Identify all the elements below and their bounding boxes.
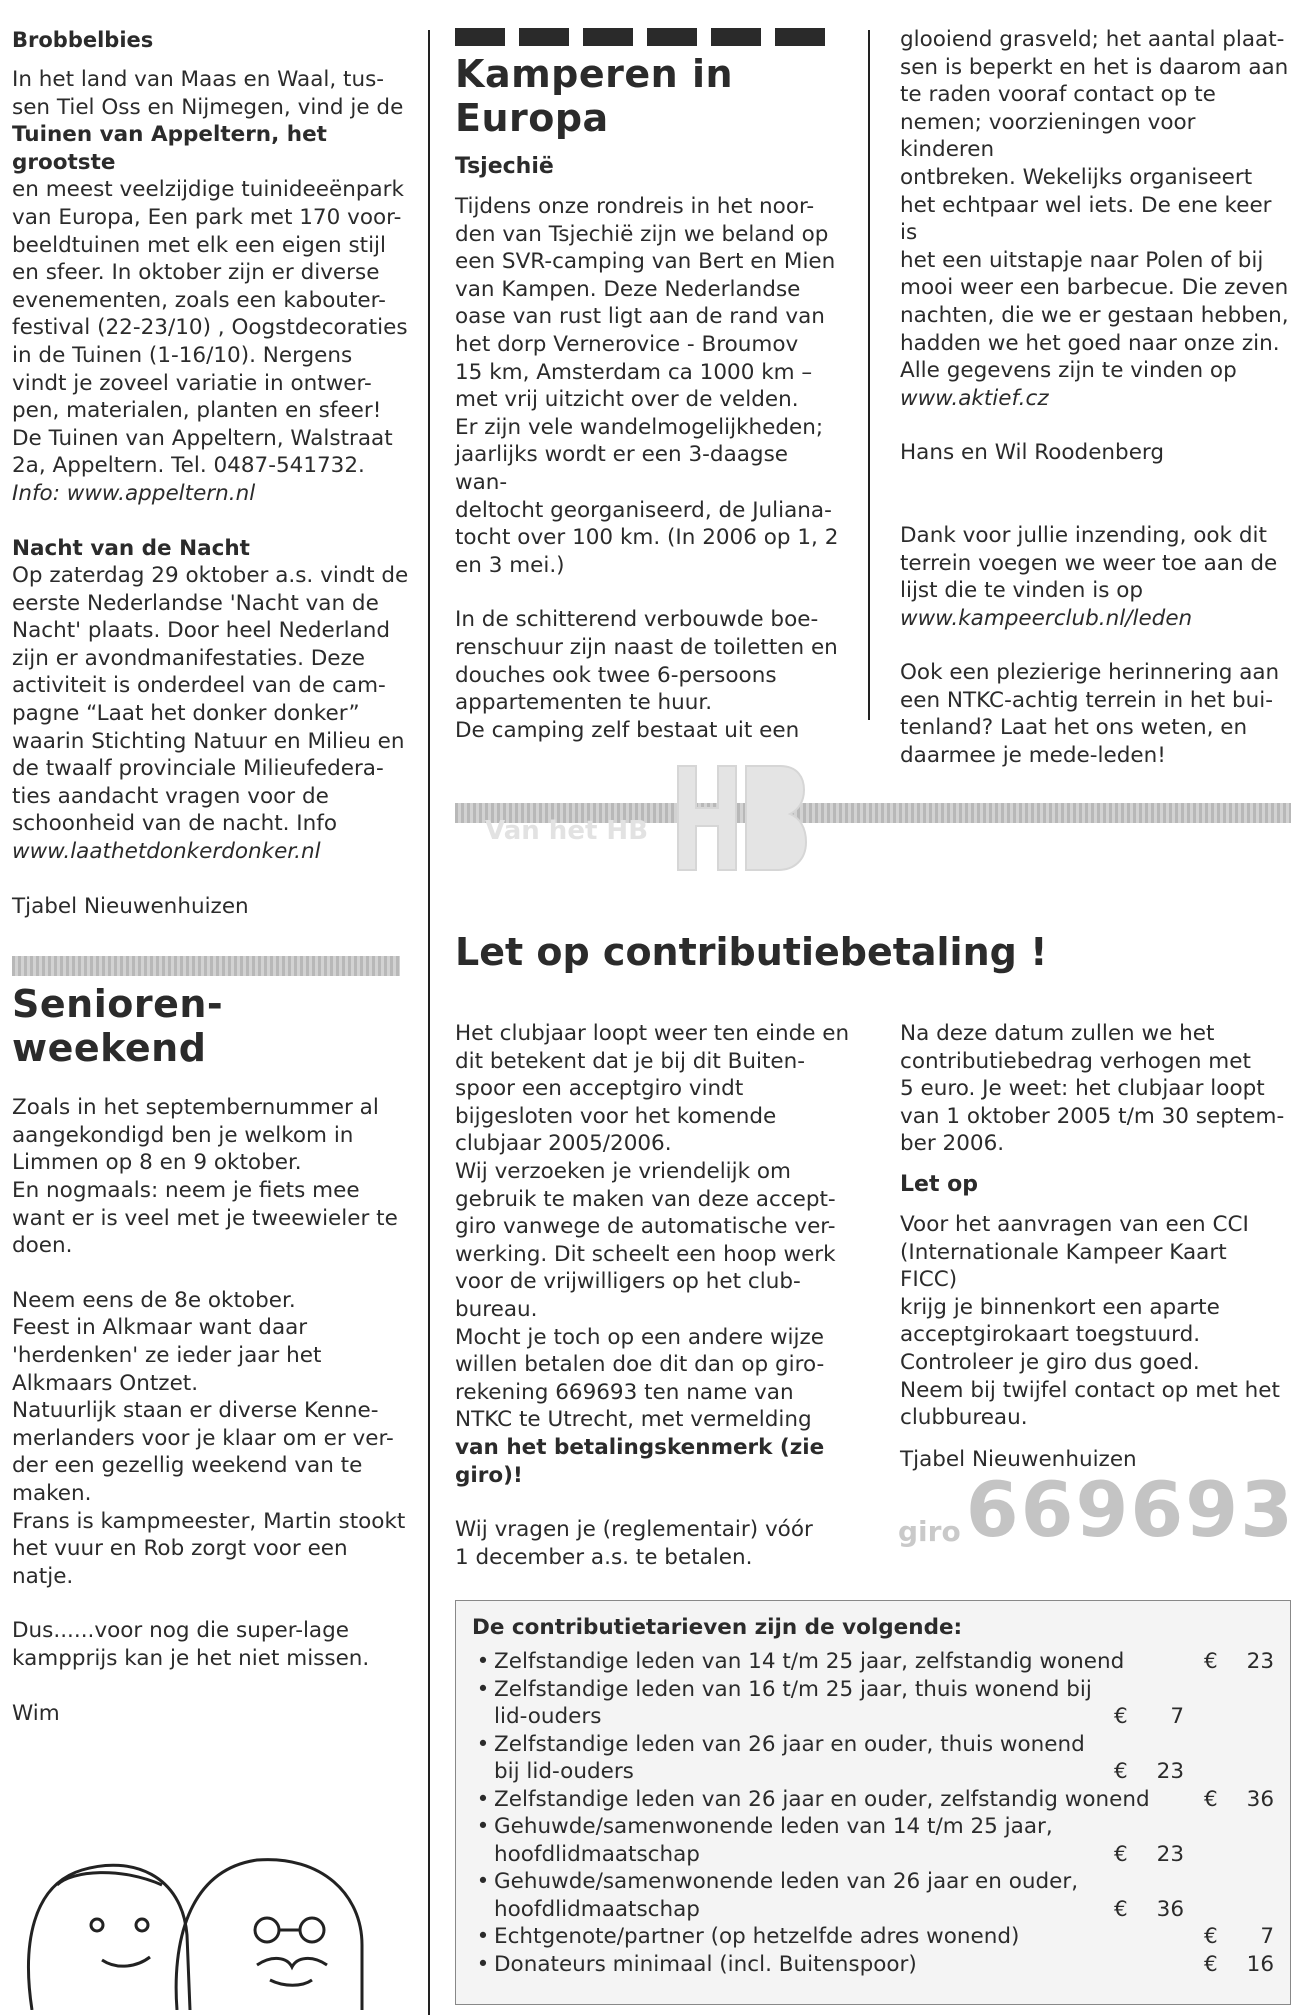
text-line: Dus......voor nog die super-lage xyxy=(12,1618,349,1644)
rate-row xyxy=(472,1951,1274,1979)
text-line: evenementen, zoals een kabouter- xyxy=(12,287,386,313)
rate-row xyxy=(472,1923,1274,1951)
rate-amount: 36 xyxy=(1246,1786,1274,1812)
text-line: mooi weer een barbecue. Die zeven xyxy=(900,275,1289,301)
text-line-bold: van het betalingskenmerk (zie giro)! xyxy=(455,1434,825,1488)
text-line: NTKC te Utrecht, met vermelding xyxy=(455,1407,812,1433)
rate-amount: 7 xyxy=(1260,1924,1274,1949)
text-line: gebruik te maken van deze accept- xyxy=(455,1186,836,1212)
text-line: activiteit is onderdeel van de cam- xyxy=(12,673,386,699)
text-line: hadden we het goed naar onze zin. xyxy=(900,330,1280,356)
right-column xyxy=(900,26,1290,770)
kamperen-p2 xyxy=(455,606,845,744)
laathetdonker-link[interactable]: www.laathetdonkerdonker.nl xyxy=(12,839,321,865)
bullet-icon: • xyxy=(476,1814,490,1839)
kamperen-p1 xyxy=(455,193,845,579)
rate-label: Zelfstandige leden van 14 t/m 25 jaar, zelfstandig wonend xyxy=(494,1649,1125,1674)
rate-amount: 23 xyxy=(1156,1841,1184,1867)
text-line: sen Tiel Oss en Nijmegen, vind je de xyxy=(12,94,404,120)
currency-symbol: € xyxy=(1114,1896,1128,1922)
currency-symbol: € xyxy=(1204,1649,1218,1674)
cartoon-faces-illustration xyxy=(12,1775,422,2010)
text-line: Neem bij twijfel contact op met het xyxy=(900,1377,1280,1403)
bullet-icon: • xyxy=(476,1731,490,1757)
text-line: merlanders voor je klaar om er ver- xyxy=(12,1425,394,1451)
rate-amount: 7 xyxy=(1170,1704,1184,1729)
text-line: eerste Nederlandse 'Nacht van de xyxy=(12,590,379,616)
text-line: Mocht je toch op een andere wijze xyxy=(455,1324,825,1350)
text-line: glooiend grasveld; het aantal plaat- xyxy=(900,27,1285,52)
text-line: zijn er avondmanifestaties. Deze xyxy=(12,645,366,671)
text-line: de twaalf provinciale Milieufedera- xyxy=(12,756,384,782)
giro-number-graphic xyxy=(898,1465,1296,1554)
text-line: pagne “Laat het donker donker” xyxy=(12,701,360,727)
text-line: Na deze datum zullen we het xyxy=(900,1021,1215,1046)
text-line: Feest in Alkmaar want daar xyxy=(12,1315,308,1341)
text-line: en meest veelzijdige tuinideeënpark xyxy=(12,177,404,203)
bullet-icon: • xyxy=(476,1951,490,1977)
column-divider-left xyxy=(428,30,430,2015)
rate-row xyxy=(472,1813,1274,1868)
senioren-author: Wim xyxy=(12,1700,60,1726)
kamperen-title: Kamperen in Europa xyxy=(455,52,734,140)
rate-amount: 23 xyxy=(1246,1649,1274,1674)
rate-row xyxy=(472,1676,1274,1731)
dash-mark xyxy=(647,28,697,46)
text-line: in de Tuinen (1-16/10). Nergens xyxy=(12,342,353,368)
bullet-icon: • xyxy=(476,1649,490,1674)
text-line: 15 km, Amsterdam ca 1000 km – xyxy=(455,359,813,385)
text-line: Neem eens de 8e oktober. xyxy=(12,1287,296,1313)
text-line: Alkmaars Ontzet. xyxy=(12,1370,199,1396)
dash-mark xyxy=(711,28,761,46)
text-line: spoor een acceptgiro vindt xyxy=(455,1076,744,1102)
text-line: bijgesloten voor het komende xyxy=(455,1103,777,1129)
text-line: natje. xyxy=(12,1563,74,1589)
text-line: van Europa, Een park met 170 voor- xyxy=(12,204,402,230)
brobbelbies-body xyxy=(12,66,412,508)
text-line: lijst die te vinden is op xyxy=(900,578,1144,604)
text-line: Wij verzoeken je vriendelijk om xyxy=(455,1158,792,1184)
text-line: 'herdenken' ze ieder jaar het xyxy=(12,1342,322,1368)
contributie-right-text xyxy=(900,1020,1290,1473)
section-bar xyxy=(12,956,400,976)
rate-label: Gehuwde/samenwonende leden van 14 t/m 25 jaar, hoofdlidmaatschap xyxy=(494,1814,1053,1867)
text-line: van 1 oktober 2005 t/m 30 septem- xyxy=(900,1103,1285,1129)
text-line: In het land van Maas en Waal, tus- xyxy=(12,67,385,92)
text-line: ontbreken. Wekelijks organiseert xyxy=(900,164,1253,190)
currency-symbol: € xyxy=(1114,1841,1128,1867)
text-line: Wij vragen je (reglementair) vóór xyxy=(455,1517,813,1543)
text-line: het een uitstapje naar Polen of bij xyxy=(900,247,1264,273)
text-line: 5 euro. Je weet: het clubjaar loopt xyxy=(900,1076,1265,1102)
text-line: Voor het aanvragen van een CCI xyxy=(900,1211,1249,1237)
nacht-author: Tjabel Nieuwenhuizen xyxy=(12,893,249,919)
left-column xyxy=(12,28,412,1727)
text-line: terrein voegen we weer toe aan de xyxy=(900,550,1278,576)
text-line: Alle gegevens zijn te vinden op xyxy=(900,358,1237,384)
text-line: contributiebedrag verhogen met xyxy=(900,1048,1251,1074)
rate-amount: 36 xyxy=(1156,1896,1184,1922)
header-dash-bar xyxy=(455,28,845,46)
text-line: en 3 mei.) xyxy=(455,552,565,578)
giro-label: giro xyxy=(898,1515,961,1548)
text-line: festival (22-23/10) , Oogstdecoraties xyxy=(12,315,408,341)
currency-symbol: € xyxy=(1204,1924,1218,1949)
text-line: kampprijs kan je het niet missen. xyxy=(12,1645,370,1671)
text-line: En nogmaals: neem je fiets mee xyxy=(12,1178,360,1203)
text-line: acceptgirokaart toegstuurd. xyxy=(900,1322,1201,1348)
text-line: het vuur en Rob zorgt voor een xyxy=(12,1536,348,1562)
text-line: Frans is kampmeester, Martin stookt xyxy=(12,1508,406,1534)
text-line: den van Tsjechië zijn we beland op xyxy=(455,221,829,247)
bullet-icon: • xyxy=(476,1786,490,1812)
text-line: Op zaterdag 29 oktober a.s. vindt de xyxy=(12,563,409,589)
appeltern-link[interactable]: Info: www.appeltern.nl xyxy=(12,480,256,506)
text-line: Er zijn vele wandelmogelijkheden; xyxy=(455,414,824,440)
text-line: krijg je binnenkort een aparte xyxy=(900,1294,1220,1320)
currency-symbol: € xyxy=(1204,1786,1218,1812)
nacht-body xyxy=(12,562,412,866)
text-line: maken. xyxy=(12,1480,92,1506)
kamperen-author: Hans en Wil Roodenberg xyxy=(900,440,1165,466)
text-line: ber 2006. xyxy=(900,1131,1005,1157)
text-line: clubbureau. xyxy=(900,1405,1028,1431)
column-divider-right xyxy=(868,30,870,720)
text-line: Het clubjaar loopt weer ten einde en xyxy=(455,1021,850,1046)
kamperen-cont-p3 xyxy=(900,659,1290,769)
van-het-hb-banner xyxy=(455,758,1291,878)
text-line: 2a, Appeltern. Tel. 0487-541732. xyxy=(12,453,365,479)
hb-label: Van het HB xyxy=(485,816,649,846)
text-line: pen, materialen, planten en sfeer! xyxy=(12,398,382,424)
text-line: Natuurlijk staan er diverse Kenne- xyxy=(12,1398,379,1424)
text-line: want er is veel met je tweewieler te xyxy=(12,1205,398,1231)
brobbelbies-heading: Brobbelbies xyxy=(12,28,154,52)
text-line: De camping zelf bestaat uit een xyxy=(455,717,800,743)
text-line: Ook een plezierige herinnering aan xyxy=(900,660,1280,686)
text-line: Tijdens onze rondreis in het noor- xyxy=(455,194,815,219)
middle-column xyxy=(455,28,845,744)
text-line: (Internationale Kampeer Kaart FICC) xyxy=(900,1239,1227,1293)
text-line: der een gezellig weekend van te xyxy=(12,1453,363,1479)
rate-amount: 23 xyxy=(1156,1759,1184,1784)
text-line: tenland? Laat het ons weten, en xyxy=(900,715,1248,741)
rate-amount: 16 xyxy=(1246,1951,1274,1977)
text-line: waarin Stichting Natuur en Milieu en xyxy=(12,728,405,754)
text-line: met vrij uitzicht over de velden. xyxy=(455,387,799,413)
text-line: het echtpaar wel iets. De ene keer is xyxy=(900,192,1272,246)
rate-label: Donateurs minimaal (incl. Buitenspoor) xyxy=(494,1951,917,1977)
giro-number: 669693 xyxy=(965,1465,1296,1554)
text-line: oase van rust ligt aan de rand van xyxy=(455,304,825,330)
text-line: schoonheid van de nacht. Info xyxy=(12,811,337,837)
text-line: doen. xyxy=(12,1233,73,1259)
rate-label: Gehuwde/samenwonende leden van 26 jaar en ouder, hoofdlidmaatschap xyxy=(494,1869,1079,1922)
text-line xyxy=(12,121,412,176)
tsjechie-heading: Tsjechië xyxy=(455,154,554,179)
senioren-p3 xyxy=(12,1617,412,1672)
text-line: ties aandacht vragen voor de xyxy=(12,783,329,809)
text-line: bureau. xyxy=(455,1296,538,1322)
nacht-heading: Nacht van de Nacht xyxy=(12,535,250,561)
text-line: en sfeer. In oktober zijn er diverse xyxy=(12,260,380,286)
currency-symbol: € xyxy=(1204,1951,1218,1977)
text-line: clubjaar 2005/2006. xyxy=(455,1131,672,1157)
contributie-author: Tjabel Nieuwenhuizen xyxy=(900,1446,1137,1472)
text-line: aangekondigd ben je welkom in xyxy=(12,1122,354,1148)
senioren-p1 xyxy=(12,1094,412,1260)
bullet-icon: • xyxy=(476,1676,490,1702)
text-line: Zoals in het septembernummer al xyxy=(12,1095,379,1121)
text-line: een SVR-camping van Bert en Mien xyxy=(455,249,836,275)
text-line: rekening 669693 ten name van xyxy=(455,1379,794,1405)
currency-symbol: € xyxy=(1114,1704,1128,1729)
text-line: nachten, die we er gestaan hebben, xyxy=(900,302,1289,328)
senioren-title: Senioren-weekend xyxy=(12,982,224,1071)
rate-row xyxy=(472,1731,1274,1786)
bullet-icon: • xyxy=(476,1869,490,1894)
dash-mark xyxy=(455,28,505,46)
text-line: jaarlijks wordt er een 3-daagse wan- xyxy=(455,442,789,495)
kampeerclub-link[interactable]: www.kampeerclub.nl/leden xyxy=(900,605,1193,631)
kamperen-cont-p2 xyxy=(900,522,1290,632)
rate-label: Zelfstandige leden van 26 jaar en ouder, zelfstandig wonend xyxy=(494,1786,1150,1812)
rate-row xyxy=(472,1786,1274,1814)
rates-title: De contributietarieven zijn de volgende: xyxy=(472,1615,963,1640)
text-line: 1 december a.s. te betalen. xyxy=(455,1544,753,1570)
text-line: deltocht georganiseerd, de Juliana- xyxy=(455,497,832,523)
rate-label: Zelfstandige leden van 26 jaar en ouder, thuis wonend bij lid-ouders xyxy=(494,1731,1085,1784)
senioren-p2 xyxy=(12,1287,412,1591)
text-line: De Tuinen van Appeltern, Walstraat xyxy=(12,425,393,451)
text-line: appartementen te huur. xyxy=(455,690,713,716)
rate-row xyxy=(472,1868,1274,1923)
text-line: douches ook twee 6-persoons xyxy=(455,662,777,688)
kamperen-cont-p1 xyxy=(900,26,1290,412)
text-line: Nacht' plaats. Door heel Nederland xyxy=(12,618,391,644)
rate-row xyxy=(472,1648,1274,1676)
text-line: Limmen op 8 en 9 oktober. xyxy=(12,1150,302,1176)
text-line: werking. Dit scheelt een hoop werk xyxy=(455,1241,836,1267)
rate-label: Echtgenote/partner (op hetzelfde adres wonend) xyxy=(494,1924,1020,1949)
text-line: sen is beperkt en het is daarom aan xyxy=(900,54,1289,80)
contributie-left-text xyxy=(455,1020,855,1571)
text-line: te raden vooraf contact op te xyxy=(900,82,1216,108)
contributie-title: Let op contributiebetaling ! xyxy=(455,930,1048,974)
text-line: willen betalen doe dit dan op giro- xyxy=(455,1352,825,1378)
text-line: van Kampen. Deze Nederlandse xyxy=(455,276,801,302)
text-line-bold: Tuinen van Appeltern, het grootste xyxy=(12,122,327,175)
rate-label: Zelfstandige leden van 16 t/m 25 jaar, thuis wonend bij lid-ouders xyxy=(494,1676,1092,1729)
text-line: vindt je zoveel variatie in ontwer- xyxy=(12,370,372,396)
text-line: Controleer je giro dus goed. xyxy=(900,1349,1200,1375)
contribution-rates-box xyxy=(455,1600,1291,2005)
text-line: daarmee je mede-leden! xyxy=(900,743,1166,769)
text-line: In de schitterend verbouwde boe- xyxy=(455,607,819,633)
text-line: het dorp Vernerovice - Broumov xyxy=(455,331,799,357)
text-line: beeldtuinen met elk een eigen stijl xyxy=(12,232,386,258)
dash-mark xyxy=(583,28,633,46)
currency-symbol: € xyxy=(1114,1759,1128,1784)
hb-letters-art xyxy=(670,758,810,878)
let-op-heading: Let op xyxy=(900,1171,978,1197)
text-line: Dank voor jullie inzending, ook dit xyxy=(900,522,1267,548)
dash-mark xyxy=(519,28,569,46)
text-line: dit betekent dat je bij dit Buiten- xyxy=(455,1048,806,1074)
text-line: voor de vrijwilligers op het club- xyxy=(455,1269,801,1295)
text-line: renschuur zijn naast de toiletten en xyxy=(455,634,838,660)
dash-mark xyxy=(775,28,825,46)
text-line: nemen; voorzieningen voor kinderen xyxy=(900,109,1196,163)
text-line: giro vanwege de automatische ver- xyxy=(455,1214,836,1240)
text-line: tocht over 100 km. (In 2006 op 1, 2 xyxy=(455,525,839,551)
text-line: een NTKC-achtig terrein in het bui- xyxy=(900,687,1274,713)
aktief-link[interactable]: www.aktief.cz xyxy=(900,385,1049,411)
bullet-icon: • xyxy=(476,1924,490,1949)
